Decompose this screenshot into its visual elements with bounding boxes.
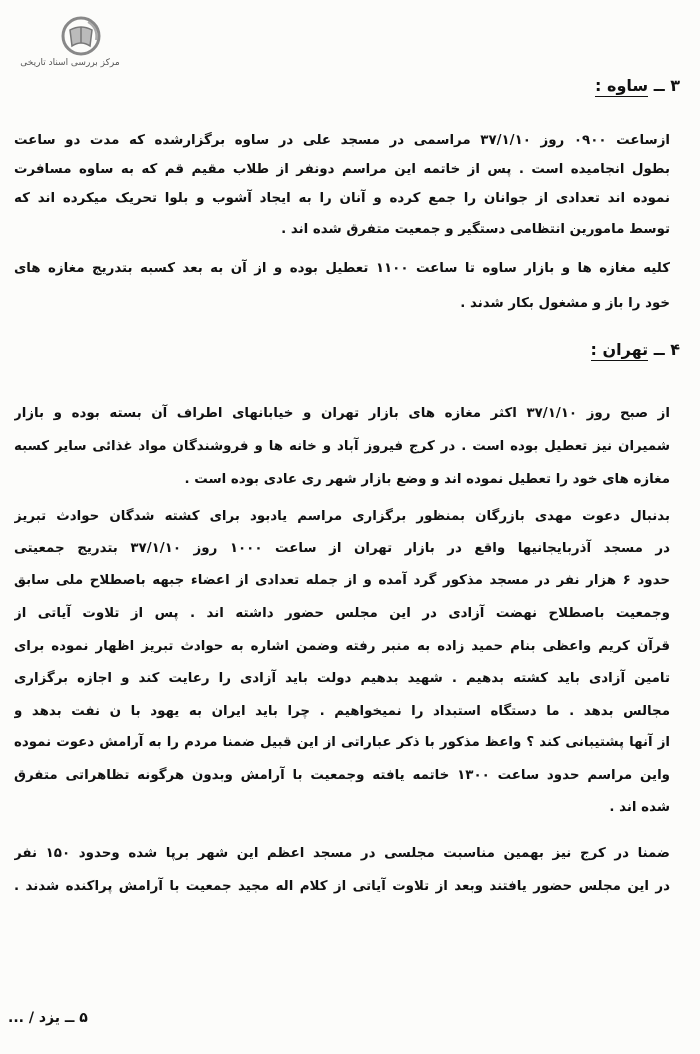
section-4-line: در مسجد آذربایجانیها واقع در بازار تهران از ساعت ۱۰۰۰ روز ۳۷/۱/۱۰ بتدریج جمعیتی [14, 541, 670, 556]
section-4-heading: ۴ ــ تهران : [590, 340, 680, 359]
section-4-line: شمیران نیز تعطیل بوده است . در کرج فیروز آباد و خانه ها و فروشندگان مواد غذائی سایر کسبه [14, 439, 670, 454]
section-4-line: قرآن کریم واعظی بنام حمید زاده به منبر رفته وضمن اشاره به حوادث تبریز اظهار نموده برای [14, 639, 670, 654]
section-4-line: شده اند . [609, 800, 670, 815]
section-3-line: نموده اند تعدادی از جوانان را جمع کرده و آنان را به ایجاد آشوب و بلوا تحریک میکرده اند که [14, 191, 670, 206]
section-4-line: مجالس بدهد . ما دستگاه استبداد را نمیخواهیم . چرا باید ایران به یهود با ن نفت بدهد و [14, 704, 670, 719]
section-3-line: توسط مامورین انتظامی دستگیر و جمعیت متفرق شده اند . [281, 222, 670, 237]
section-4-line: بدنبال دعوت مهدی بازرگان بمنظور برگزاری مراسم یادبود برای کشته شدگان حوادث تبریز [14, 509, 670, 524]
section-4-line: در این مجلس حضور یافتند وبعد از تلاوت آیاتی از کلام اله مجید جمعیت با آرامش پراکنده شدند . [14, 879, 670, 894]
section-4-line: واین مراسم حدود ساعت ۱۳۰۰ خاتمه یافته وجمعیت با آرامش وبدون هرگونه تظاهراتی متفرق [14, 768, 670, 783]
section-4-line: تامین آزادی باید کشته بدهیم . شهید بدهیم دولت باید آزادی را رعایت کند و اجازه برگزاری [14, 671, 670, 686]
section-4-line: ضمنا در کرج نیز بهمین مناسبت مجلسی در مسجد اعظم این شهر برپا شده وحدود ۱۵۰ نفر [14, 846, 670, 861]
section-5-title: یزد / ... [8, 1010, 60, 1026]
archive-emblem-icon [58, 16, 104, 56]
section-4-number: ۴ [670, 340, 680, 359]
section-3-line: بطول انجامیده است . پس از خاتمه این مراسم دونفر از طلاب مقیم قم که به ساوه مسافرت [14, 162, 670, 177]
section-4-line: وجمعیت باصطلاح نهضت آزادی در این مجلس حضور داشته اند . پس از تلاوت آیاتی از [14, 606, 670, 621]
archive-logo [14, 16, 126, 74]
section-4-title: تهران : [590, 340, 649, 359]
section-4-line: مغازه های خود را تعطیل نموده اند و وضع بازار شهر ری عادی بوده است . [184, 472, 670, 487]
archive-logo-caption: مرکز بررسی اسناد تاریخی [20, 58, 120, 68]
section-5-number: ۵ [79, 1010, 88, 1026]
section-3-title: ساوه : [595, 76, 649, 95]
section-3-line: خود را باز و مشغول بکار شدند . [460, 296, 670, 311]
section-3-line: ازساعت ۰۹۰۰ روز ۳۷/۱/۱۰ مراسمی در مسجد علی در ساوه برگزارشده که مدت دو ساعت [14, 133, 670, 148]
section-3-line: کلیه مغازه ها و بازار ساوه تا ساعت ۱۱۰۰ تعطیل بوده و از آن به بعد کسبه بتدریج مغازه های [14, 261, 670, 276]
section-4-line: حدود ۶ هزار نفر در مسجد مذکور گرد آمده و از جمله تعدادی از اعضاء جبهه باصطلاح ملی سابق [14, 573, 670, 588]
section-3-number: ۳ [670, 76, 680, 95]
section-4-line: از صبح روز ۳۷/۱/۱۰ اکثر مغازه های بازار تهران و خیابانهای اطراف آن بسته بوده و بازار [14, 406, 670, 421]
section-3-heading: ۳ ــ ساوه : [595, 76, 680, 95]
section-5-heading: ۵ ــ یزد / ... [8, 1010, 88, 1026]
section-4-line: از آنها پشتیبانی کند ؟ واعظ مذکور با ذکر عباراتی از این قبیل ضمنا مردم را به آرامش دعوت نموده [14, 735, 670, 750]
